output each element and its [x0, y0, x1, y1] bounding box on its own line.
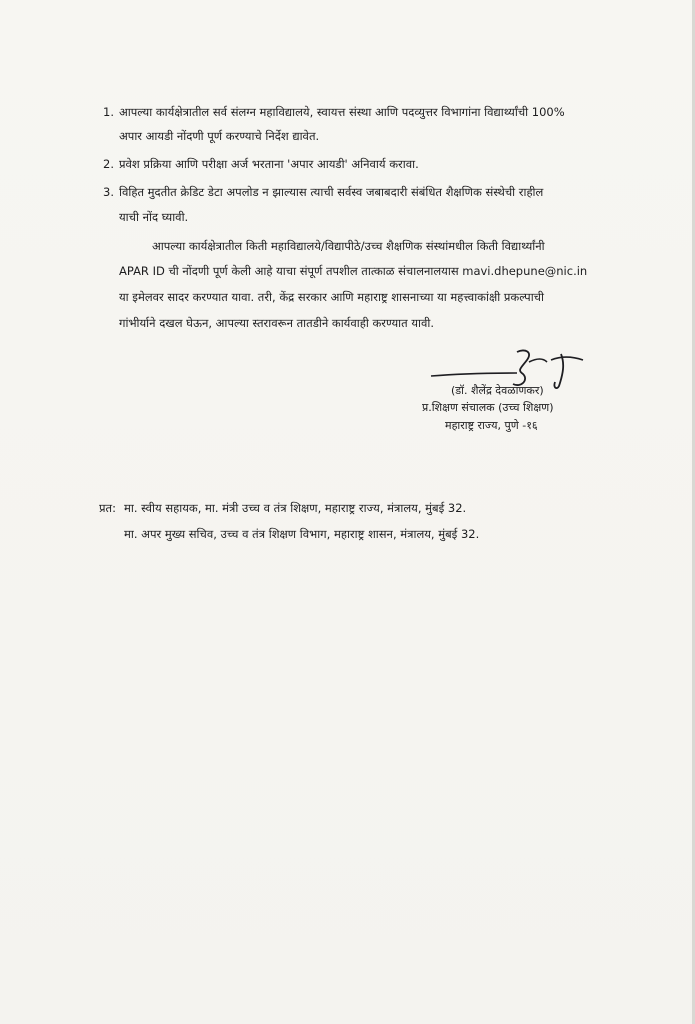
signatory-name: (डॉ. शैलेंद्र देवळाणकर) — [451, 384, 544, 397]
item-2-number: 2. — [103, 157, 114, 171]
paragraph-line-3: या इमेलवर सादर करण्यात यावा. तरी, केंद्र सरकार आणि महाराष्ट्र शासनाच्या या महत्त्वाकांक्षी प्रकल्पाची — [119, 290, 544, 304]
paragraph-line-1: आपल्या कार्यक्षेत्रातील किती महाविद्यालये/विद्यापीठे/उच्च शैक्षणिक संस्थांमधील किती विद्यार्थ्यांनी — [152, 239, 545, 253]
item-1-number: 1. — [103, 105, 114, 119]
signature-block — [422, 340, 605, 460]
item-1-line-2: अपार आयडी नोंदणी पूर्ण करण्याचे निर्देश द्यावेत. — [119, 129, 320, 143]
copy-to-label: प्रत: — [99, 501, 116, 515]
copy-to-line-2: मा. अपर मुख्य सचिव, उच्च व तंत्र शिक्षण विभाग, महाराष्ट्र शासन, मंत्रालय, मुंबई 32. — [124, 527, 480, 541]
item-1-line-1: आपल्या कार्यक्षेत्रातील सर्व संलग्न महाविद्यालये, स्वायत्त संस्था आणि पदव्युत्तर विभागांना विद्यार्थ्यांची 100% — [119, 105, 565, 119]
item-3-number: 3. — [103, 185, 114, 199]
signatory-location: महाराष्ट्र राज्य, पुणे -१६ — [445, 419, 538, 432]
copy-to-line-1: मा. स्वीय सहायक, मा. मंत्री उच्च व तंत्र शिक्षण, महाराष्ट्र राज्य, मंत्रालय, मुंबई 32. — [124, 501, 467, 515]
paragraph-line-2: APAR ID ची नोंदणी पूर्ण केली आहे याचा संपूर्ण तपशील तात्काळ संचालनालयास mavi.dhepune@nic.in — [119, 264, 588, 278]
paragraph-line-4: गांभीर्याने दखल घेऊन, आपल्या स्तरावरून तातडीने कार्यवाही करण्यात यावी. — [119, 316, 434, 330]
signatory-designation: प्र.शिक्षण संचालक (उच्च शिक्षण) — [422, 401, 554, 414]
item-2-line-1: प्रवेश प्रक्रिया आणि परीक्षा अर्ज भरताना 'अपार आयडी' अनिवार्य करावा. — [119, 157, 419, 171]
item-3-line-2: याची नोंद घ्यावी. — [119, 210, 189, 224]
item-3-line-1: विहित मुदतीत क्रेडिट डेटा अपलोड न झाल्यास त्याची सर्वस्व जबाबदारी संबंधित शैक्षणिक संस्थेची राहील — [119, 185, 544, 199]
